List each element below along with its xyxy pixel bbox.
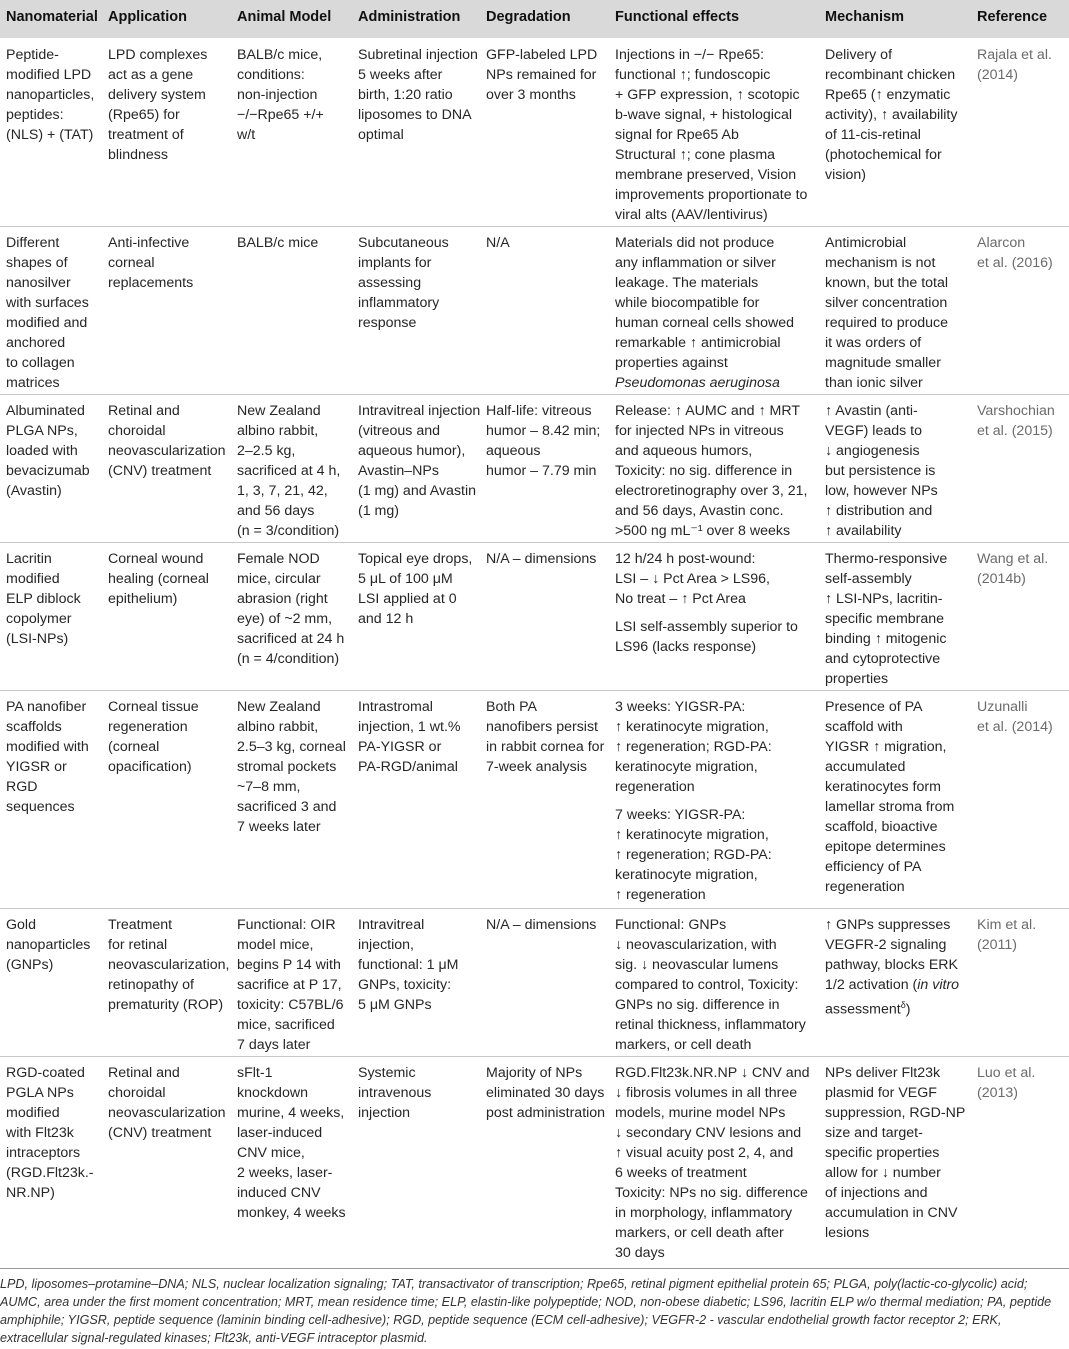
functional-text: 12 h/24 h post-wound: LSI – ↓ Pct Area > LS96, No treat – ↑ Pct Area [615, 551, 770, 607]
table-row [0, 690, 1069, 909]
cell-application: Corneal tissue regeneration (corneal opacification) [108, 699, 199, 775]
header-application: Application [108, 9, 187, 25]
cell-functional-effects: Release: ↑ AUMC and ↑ MRT for injected NPs in vitreous and aqueous humors, Toxicity: no sig. difference in electroretinography over 3, 21, and 56 days, Avastin conc. >500 ng mL⁻¹ over 8 weeks [615, 403, 808, 539]
cell-reference: Uzunalli et al. (2014) [977, 699, 1053, 735]
cell-administration: Topical eye drops, 5 μL of 100 μM LSI applied at 0 and 12 h [358, 551, 473, 627]
cell-functional-effects [615, 549, 821, 657]
cell-degradation: Majority of NPs eliminated 30 days post administration [486, 1065, 606, 1121]
sample-size: (n = 3/condition) [237, 523, 340, 539]
cell-reference: Varshochian et al. (2015) [977, 403, 1055, 439]
in-vitro-text: in vitro [917, 977, 960, 993]
cell-nanomaterial: Gold nanoparticles (GNPs) [6, 917, 91, 973]
cell-administration: Intravitreal injection, functional: 1 μM GNPs, toxicity: 5 μM GNPs [358, 917, 459, 1013]
cell-degradation: Both PA nanofibers persist in rabbit cornea for 7-week analysis [486, 699, 605, 775]
cell-administration: Subcutaneous implants for assessing inflammatory response [358, 235, 449, 331]
table-footnote: LPD, liposomes–protamine–DNA; NLS, nuclear localization signaling; TAT, transactivator of transcription; Rpe65, retinal pigment epithelial protein 65; PLGA, poly(lactic-co-glycolic) acid; AUMC, area under the first moment concentration; MRT, mean residence time; ELP, elastin-like polypeptide; NOD, non-obese diabetic; LS96, lacritin ELP w/o thermal mediation; PA, peptide amphiphile; YIGSR, peptide sequence (laminin binding cell-adhesive); RGD, peptide sequence (ECM cell-adhesive); VEGFR-2 - vascular endothelial growth factor receptor 2; ERK, extracellular signal-regulated kinases; Flt23k, anti-VEGF intraceptor plasmid. [0, 1277, 1052, 1345]
cell-nanomaterial: Lacritin modified ELP diblock copolymer (LSI-NPs) [6, 551, 81, 647]
cell-animal-model: sFlt-1 knockdown murine, 4 weeks, laser-induced CNV mice, 2 weeks, laser- induced CNV monkey, 4 weeks [237, 1065, 346, 1221]
cell-administration: Subretinal injection 5 weeks after birth, 1:20 ratio liposomes to DNA optimal [358, 47, 478, 143]
cell-animal-model: BALB/c mice, conditions: non-injection −/−Rpe65 +/+ w/t [237, 47, 324, 143]
cell-application: LPD complexes act as a gene delivery system (Rpe65) for treatment of blindness [108, 47, 208, 163]
header-animal-model: Animal Model [237, 9, 332, 25]
table-row [0, 1056, 1069, 1268]
animal-text: New Zealand albino rabbit, 2–2.5 kg, sacrificed at 4 h, 1, 3, 7, 21, 42, and 56 days [237, 403, 341, 519]
table-row [0, 394, 1069, 543]
header-nanomaterial: Nanomaterial [6, 9, 98, 25]
cell-mechanism: Thermo-responsive self-assembly ↑ LSI-NPs, lacritin- specific membrane binding ↑ mitogenic and cytoprotective properties [825, 551, 948, 687]
organism-name: Pseudomonas aeruginosa [615, 375, 780, 391]
sample-size: (n = 4/condition) [237, 651, 340, 667]
cell-reference: Kim et al. (2011) [977, 917, 1037, 953]
cell-functional-effects: Functional: GNPs ↓ neovascularization, with sig. ↓ neovascular lumens compared to control, Toxicity: GNPs no sig. difference in retinal thickness, inflammatory markers, or cell death [615, 917, 806, 1053]
table-row [0, 38, 1069, 227]
cell-animal-model: New Zealand albino rabbit, 2.5–3 kg, corneal stromal pockets ~7–8 mm, sacrificed 3 and 7 weeks later [237, 699, 346, 835]
closing-paren: ) [905, 1001, 911, 1018]
cell-functional-effects: Injections in −/− Rpe65: functional ↑; fundoscopic + GFP expression, ↑ scotopic b-wave signal, + histological signal for Rpe65 Ab Structural ↑; cone plasma membrane preserved, Vision improvements proportionate to viral alts (AAV/lentivirus) [615, 47, 808, 223]
cell-administration: Intrastromal injection, 1 wt.% PA-YIGSR or PA-RGD/animal [358, 699, 461, 775]
header-functional-effects: Functional effects [615, 9, 740, 25]
cell-application: Corneal wound healing (corneal epithelium) [108, 551, 209, 607]
table-row [0, 908, 1069, 1057]
cell-reference: Luo et al. (2013) [977, 1065, 1036, 1101]
cell-nanomaterial: Different shapes of nanosilver with surfaces modified and anchored to collagen matrices [6, 235, 89, 391]
functional-text: 3 weeks: YIGSR-PA: ↑ keratinocyte migration, ↑ regeneration; RGD-PA: keratinocyte migration, regeneration [615, 699, 772, 795]
cell-mechanism [825, 915, 973, 1020]
table-bottom-rule [0, 1268, 1069, 1269]
cell-animal-model: BALB/c mice [237, 235, 319, 251]
cell-degradation: GFP-labeled LPD NPs remained for over 3 months [486, 47, 598, 103]
functional-text-2: 7 weeks: YIGSR-PA: ↑ keratinocyte migration, ↑ regeneration; RGD-PA: keratinocyte migration, ↑ regeneration [615, 807, 772, 903]
cell-animal-model [237, 549, 355, 669]
header-degradation: Degradation [486, 9, 571, 25]
cell-reference: Wang et al. (2014b) [977, 551, 1049, 587]
cell-application: Treatment for retinal neovascularization, retinopathy of prematurity (ROP) [108, 917, 230, 1013]
animal-text: Female NOD mice, circular abrasion (right eye) of ~2 mm, sacrificed at 24 h [237, 551, 345, 647]
cell-functional-effects [615, 233, 821, 393]
cell-degradation: N/A – dimensions [486, 551, 597, 567]
cell-nanomaterial: PA nanofiber scaffolds modified with YIGSR or RGD sequences [6, 699, 89, 815]
cell-degradation: Half-life: vitreous humor – 8.42 min; aqueous humor – 7.79 min [486, 403, 601, 479]
table-row [0, 226, 1069, 395]
functional-text-2: LSI self-assembly superior to LS96 (lacks response) [615, 619, 798, 655]
header-mechanism: Mechanism [825, 9, 904, 25]
functional-text: Materials did not produce any inflammation or silver leakage. The materials while biocompatible for human corneal cells showed remarkable ↑ antimicrobial properties against [615, 235, 795, 371]
cell-functional-effects: RGD.Flt23k.NR.NP ↓ CNV and ↓ fibrosis volumes in all three models, murine model NPs ↓ secondary CNV lesions and ↑ visual acuity post 2, 4, and 6 weeks of treatment Toxicity: NPs no sig. difference in morphology, inflammatory markers, or cell death after 30 days [615, 1065, 810, 1261]
cell-application: Retinal and choroidal neovascularization (CNV) treatment [108, 1065, 226, 1141]
cell-mechanism: Antimicrobial mechanism is not known, but the total silver concentration required to produce it was orders of magnitude smaller than ionic silver [825, 235, 949, 391]
cell-reference: Rajala et al. (2014) [977, 47, 1052, 83]
cell-administration: Systemic intravenous injection [358, 1065, 432, 1121]
header-reference: Reference [977, 9, 1048, 25]
cell-application: Anti-infective corneal replacements [108, 235, 194, 291]
assessment-text: assessment [825, 1001, 901, 1018]
cell-mechanism: Presence of PA scaffold with YIGSR ↑ migration, accumulated keratinocytes form lamellar stroma from scaffold, bioactive epitope determines efficiency of PA regeneration [825, 699, 955, 895]
cell-mechanism: ↑ Avastin (anti- VEGF) leads to ↓ angiogenesis but persistence is low, however NPs ↑ distribution and ↑ availability [825, 403, 938, 539]
superscript-mark: δ [900, 1000, 906, 1010]
cell-nanomaterial: RGD-coated PGLA NPs modified with Flt23k intraceptors (RGD.Flt23k.- NR.NP) [6, 1065, 94, 1201]
mechanism-text: ↑ GNPs suppresses VEGFR-2 signaling pathway, blocks ERK 1/2 activation ( [825, 917, 958, 993]
cell-nanomaterial: Peptide- modified LPD nanoparticles, peptides: (NLS) + (TAT) [6, 47, 95, 143]
cell-mechanism: Delivery of recombinant chicken Rpe65 (↑ enzymatic activity), ↑ availability of 11-cis-retinal (photochemical for vision) [825, 47, 958, 183]
header-administration: Administration [358, 9, 461, 25]
cell-administration: Intravitreal injection (vitreous and aqueous humor), Avastin–NPs (1 mg) and Avastin (1 mg) [358, 403, 481, 519]
cell-mechanism: NPs deliver Flt23k plasmid for VEGF suppression, RGD-NP size and target- specific properties allow for ↓ number of injections and accumulation in CNV lesions [825, 1065, 966, 1241]
cell-degradation: N/A [486, 235, 510, 251]
cell-animal-model [237, 401, 355, 541]
cell-reference: Alarcon et al. (2016) [977, 235, 1053, 271]
cell-nanomaterial: Albuminated PLGA NPs, loaded with bevacizumab (Avastin) [6, 403, 90, 499]
table-header [0, 0, 1069, 38]
cell-animal-model: Functional: OIR model mice, begins P 14 with sacrifice at P 17, toxicity: C57BL/6 mice, sacrificed 7 days later [237, 917, 344, 1053]
cell-application: Retinal and choroidal neovascularization (CNV) treatment [108, 403, 226, 479]
cell-functional-effects [615, 697, 821, 905]
cell-degradation: N/A – dimensions [486, 917, 597, 933]
table-row [0, 542, 1069, 691]
